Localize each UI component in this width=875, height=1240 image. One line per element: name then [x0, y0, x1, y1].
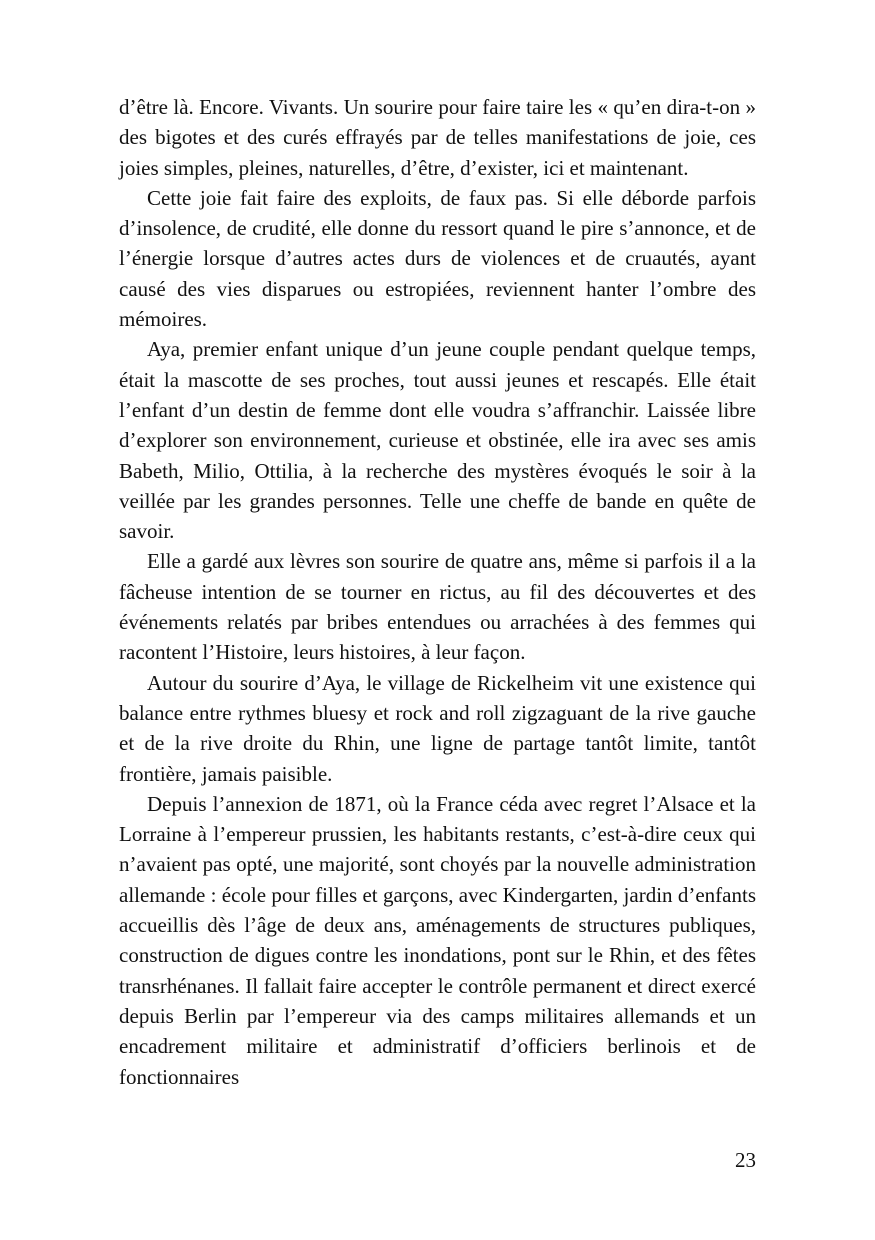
page-body [119, 92, 756, 1092]
page-number: 23 [735, 1148, 756, 1172]
paragraph: Aya, premier enfant unique d’un jeune couple pendant quelque temps, était la mascotte de ses proches, tout aussi jeunes et rescapés. Elle était l’enfant d’un destin de femme dont elle voudra s’affranchir. Laissée libre d’explorer son environnement, curieuse et obstinée, elle ira avec ses amis Babeth, Milio, Ottilia, à la recherche des mystères évoqués le soir à la veillée par les grandes personnes. Telle une cheffe de bande en quête de savoir. [119, 337, 756, 544]
paragraph: Elle a gardé aux lèvres son sourire de quatre ans, même si parfois il a la fâcheuse intention de se tourner en rictus, au fil des découvertes et des événements relatés par bribes entendues ou arrachées à des femmes qui racontent l’Histoire, leurs histoires, à leur façon. [119, 549, 756, 665]
paragraph: Autour du sourire d’Aya, le village de Rickelheim vit une existence qui balance entre rythmes bluesy et rock and roll zigzaguant de la rive gauche et de la rive droite du Rhin, une ligne de partage tantôt limite, tantôt frontière, jamais paisible. [119, 670, 756, 786]
paragraph-continued: d’être là. Encore. Vivants. Un sourire pour faire taire les « qu’en dira-t-on » des bigotes et des curés effrayés par de telles manifestations de joie, ces joies simples, pleines, naturelles, d’être, d’exister, ici et maintenant. [119, 95, 756, 180]
paragraph: Cette joie fait faire des exploits, de faux pas. Si elle déborde parfois d’insolence, de crudité, elle donne du ressort quand le pire s’annonce, et de l’énergie lorsque d’autres actes durs de violences et de cruautés, ayant causé des vies disparues ou estropiées, reviennent hanter l’ombre des mémoires. [119, 185, 756, 332]
paragraph: Depuis l’annexion de 1871, où la France céda avec regret l’Alsace et la Lorraine à l’empereur prussien, les habitants restants, c’est-à-dire ceux qui n’avaient pas opté, une majorité, sont choyés par la nouvelle administration allemande : école pour filles et garçons, avec Kindergarten, jardin d’enfants accueillis dès l’âge de deux ans, aménagements de structures publiques, construction de digues contre les inondations, pont sur le Rhin, et des fêtes transrhénanes. Il fallait faire accepter le contrôle permanent et direct exercé depuis Berlin par l’empereur via des camps militaires allemands et un encadrement militaire et administratif d’officiers berlinois et de fonctionnaires [119, 791, 756, 1089]
